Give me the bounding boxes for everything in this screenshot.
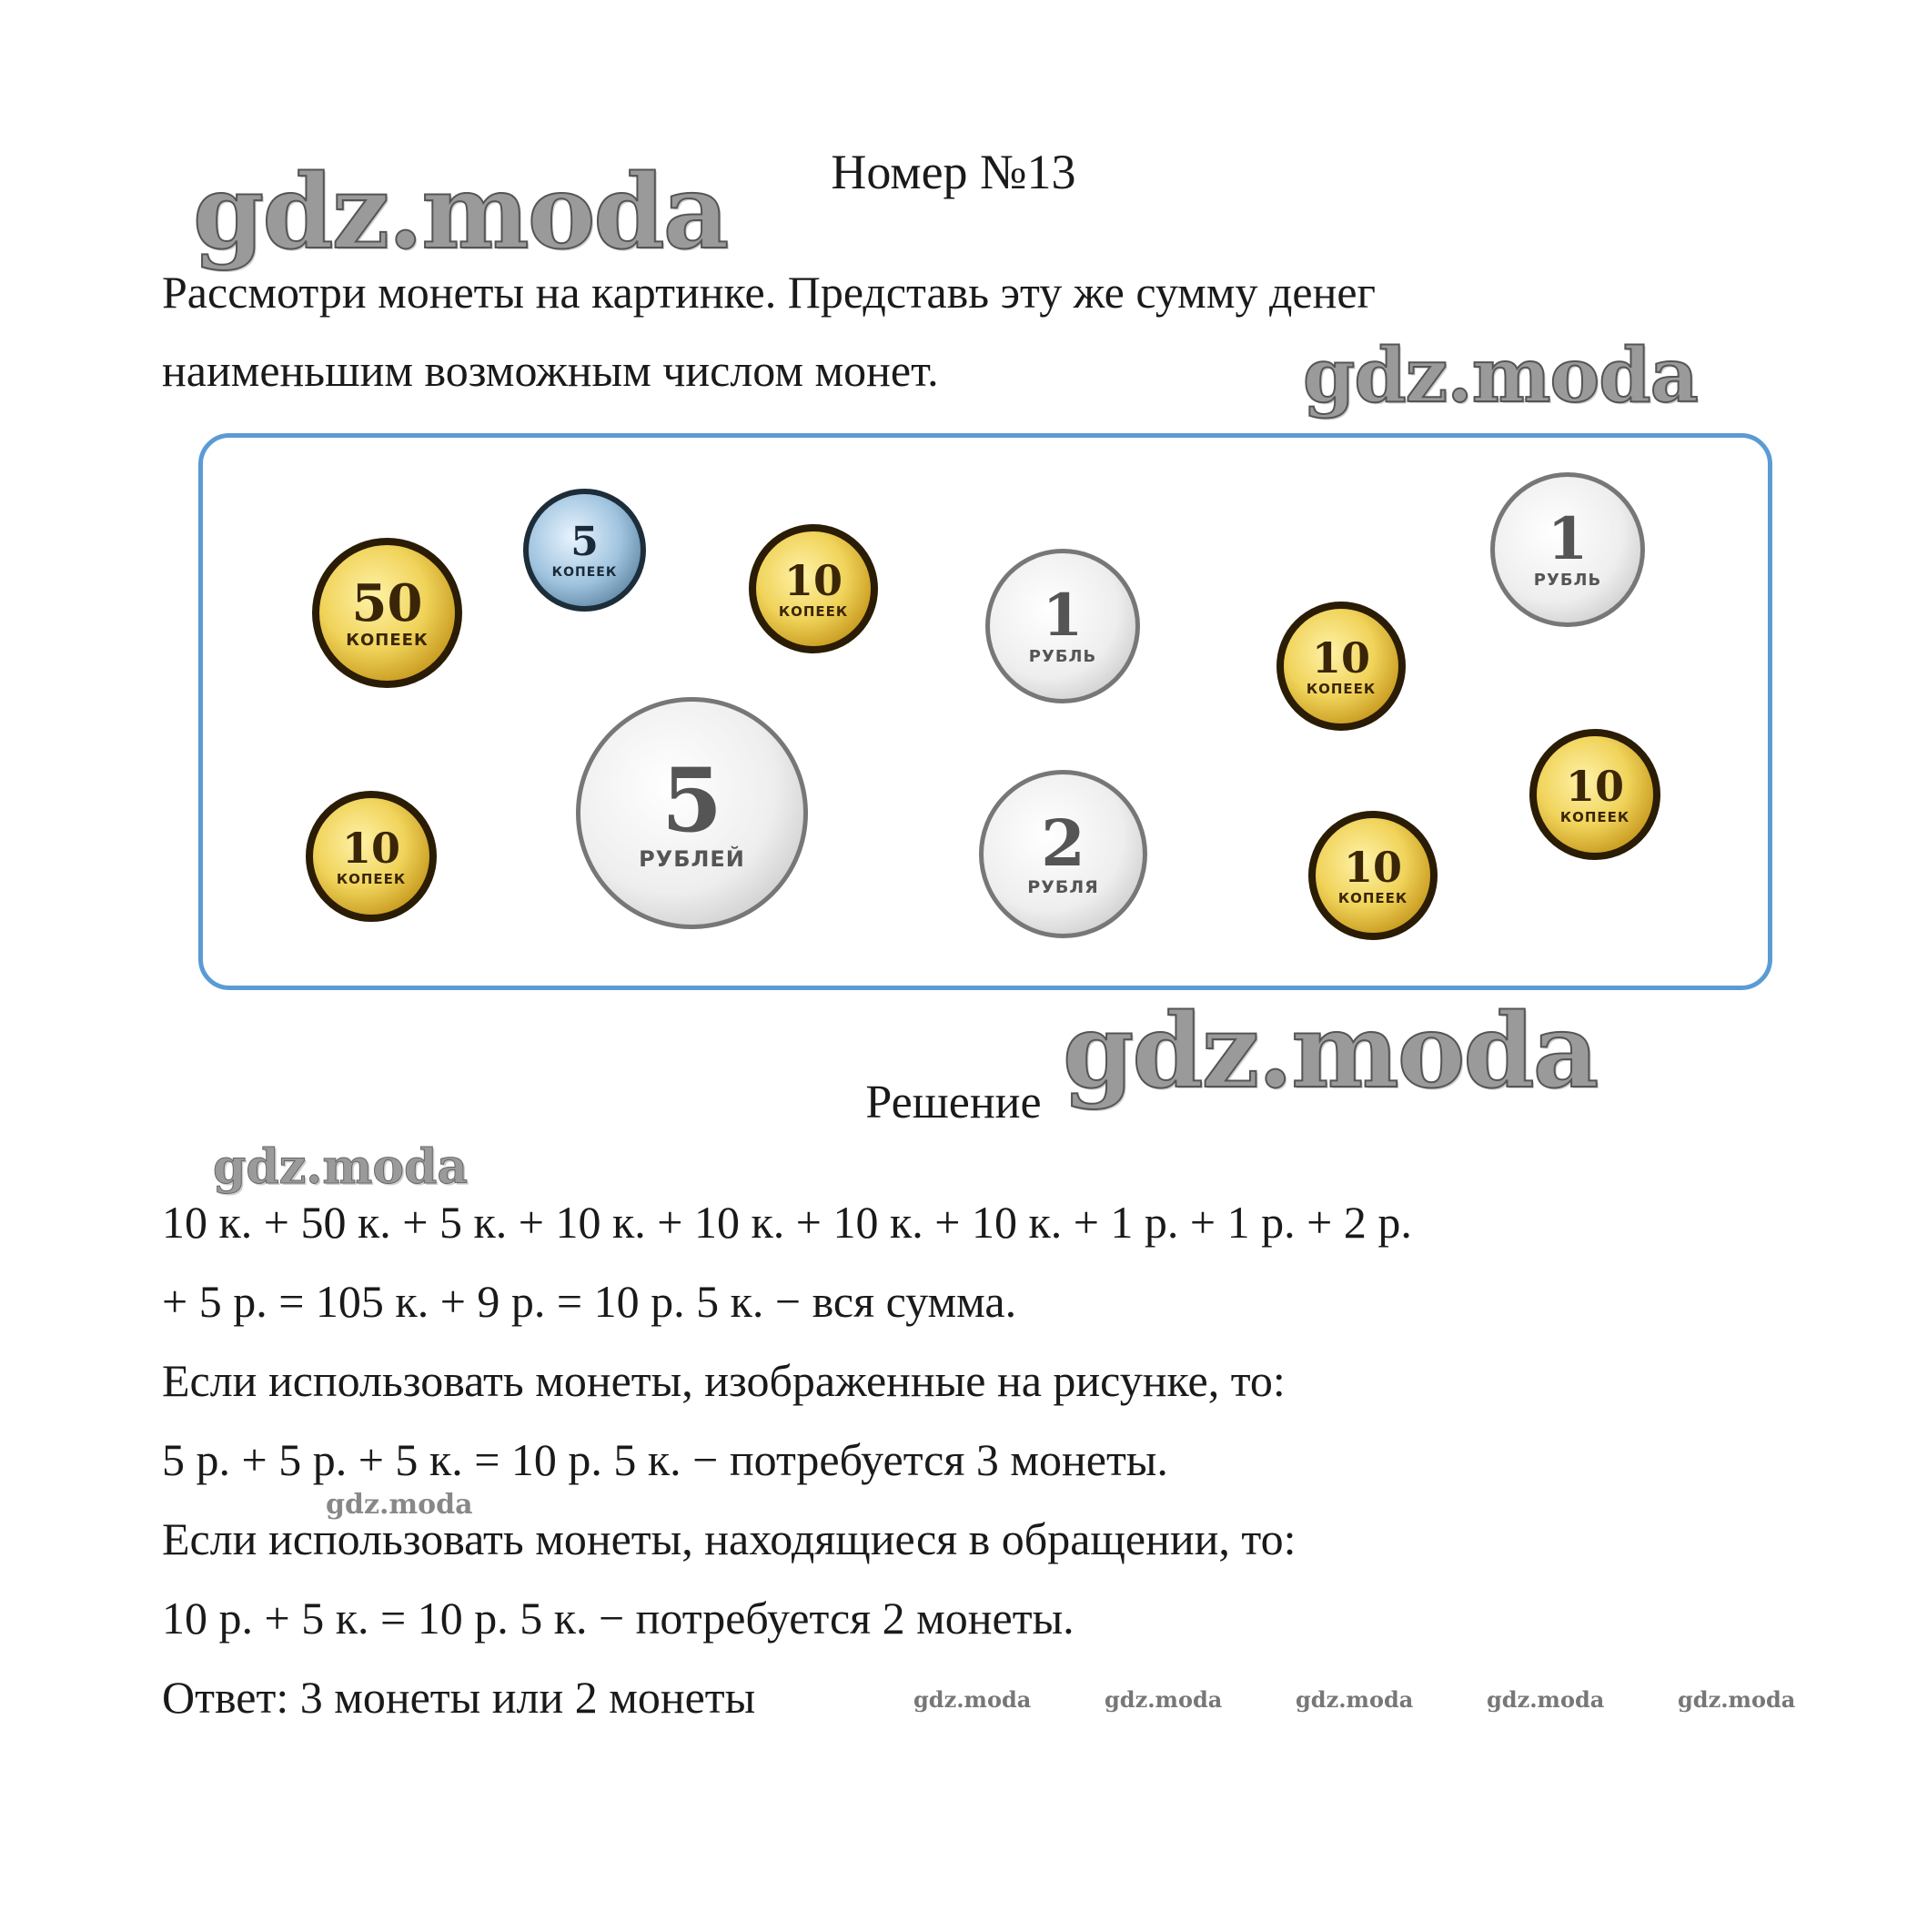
solution-line: Если использовать монеты, находящиеся в обращении, то: [162, 1513, 1297, 1564]
watermark: gdz.moda [1063, 992, 1598, 1111]
watermark: gdz.moda [1105, 1686, 1223, 1713]
coin-10-kopeks: 10 КОПЕЕК [1276, 602, 1406, 731]
task-line: Рассмотри монеты на картинке. Представь эту же сумму денег [162, 267, 1377, 318]
coin-1-ruble: 1 РУБЛЬ [985, 549, 1140, 703]
watermark: gdz.moda [913, 1686, 1032, 1713]
page-title: Номер №13 [831, 145, 1076, 199]
coin-50-kopeks: 50 КОПЕЕК [312, 538, 462, 688]
coins-panel [198, 433, 1772, 990]
coin-2-rubles: 2 РУБЛЯ [979, 770, 1147, 938]
task-line: наименьшим возможным числом монет. [162, 345, 939, 396]
solution-line: + 5 р. = 105 к. + 9 р. = 10 р. 5 к. − вся сумма. [162, 1276, 1017, 1327]
watermark: gdz.moda [1678, 1686, 1796, 1713]
coin-10-kopeks: 10 КОПЕЕК [749, 524, 878, 653]
coin-10-kopeks: 10 КОПЕЕК [1529, 729, 1660, 860]
coin-10-kopeks: 10 КОПЕЕК [306, 791, 437, 922]
answer-line: Ответ: 3 монеты или 2 монеты [162, 1672, 756, 1723]
solution-text [162, 1183, 1854, 1737]
coin-5-rubles: 5 РУБЛЕЙ [576, 697, 808, 929]
watermark: gdz.moda [326, 1489, 473, 1521]
solution-heading: Решение [865, 1077, 1042, 1128]
solution-line: 10 к. + 50 к. + 5 к. + 10 к. + 10 к. + 10 к. + 10 к. + 1 р. + 1 р. + 2 р. [162, 1197, 1412, 1248]
solution-line: 10 р. + 5 к. = 10 р. 5 к. − потребуется 2 монеты. [162, 1593, 1075, 1644]
watermark: gdz.moda [213, 1139, 469, 1195]
coin-1-ruble: 1 РУБЛЬ [1490, 472, 1645, 627]
coin-10-kopeks: 10 КОПЕЕК [1308, 811, 1438, 940]
solution-line: Если использовать монеты, изображенные на рисунке, то: [162, 1355, 1286, 1406]
coin-5-kopeks: 5 КОПЕЕК [523, 489, 646, 612]
watermark: gdz.moda [1487, 1686, 1605, 1713]
watermark: gdz.moda [193, 153, 728, 272]
watermark: gdz.moda [1303, 332, 1698, 420]
solution-line: 5 р. + 5 р. + 5 к. = 10 р. 5 к. − потребуется 3 монеты. [162, 1434, 1168, 1485]
watermark: gdz.moda [1296, 1686, 1414, 1713]
